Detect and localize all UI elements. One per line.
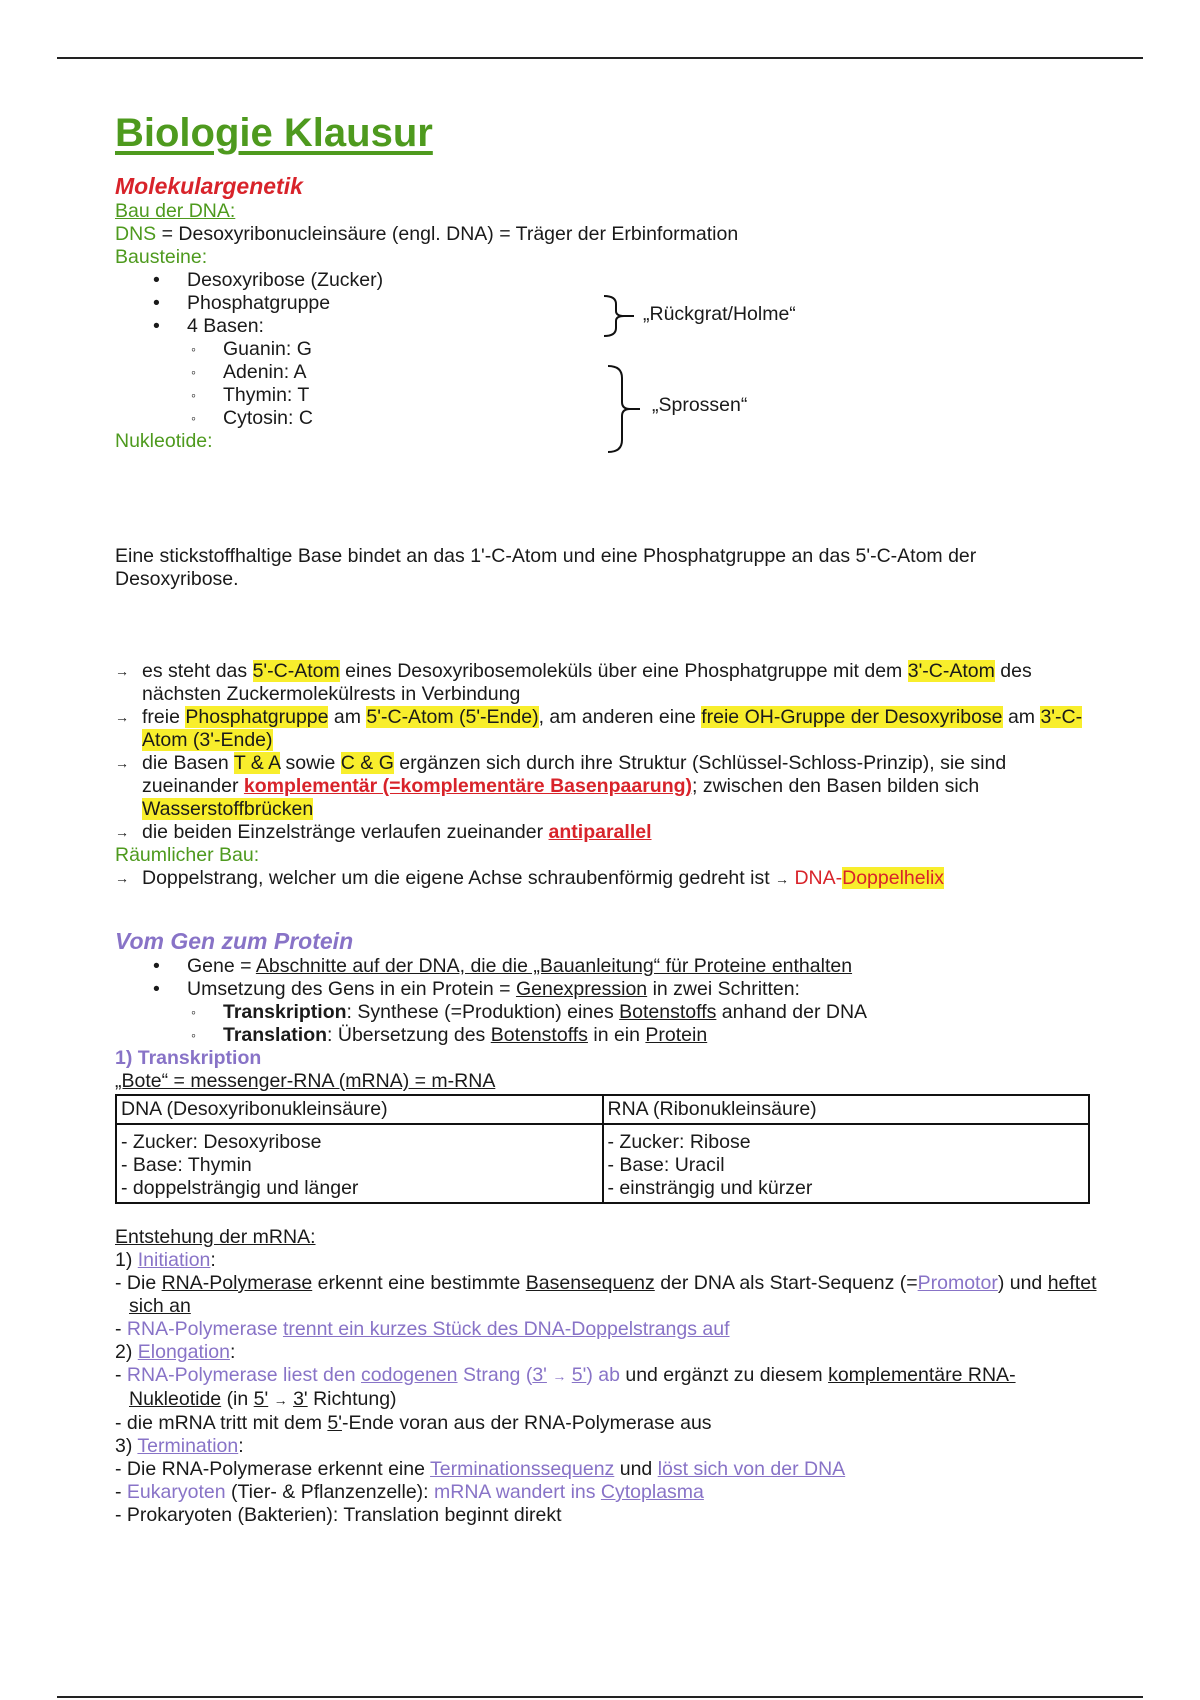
entstehung-label: Entstehung der mRNA: [115,1226,316,1248]
arrow-point-5: → Doppelstrang, welcher um die eigene Achse schraubenförmig gedreht ist → DNA-Doppelhelix [115,867,945,889]
nukleotide-label: Nukleotide: [115,430,213,452]
list-item: • 4 Basen: [115,315,1105,338]
initiation-point-2: - RNA-Polymerase trennt ein kurzes Stück des DNA-Doppelstrangs auf [115,1318,730,1340]
table-cell-rna: - Zucker: Ribose - Base: Uracil - einsträngig und kürzer [603,1124,1090,1203]
list-item: • Phosphatgruppe [115,292,1105,315]
arrow-icon: → [115,709,129,725]
arrow-point-3: → die Basen T & A sowie C & G ergänzen sich durch ihre Struktur (Schlüssel-Schloss-Prinzip), sie sind zueinander komplementär (=komplementäre Basenpaarung); zwischen den Basen bilden sich Wasserstoffbrücken [115,752,1007,820]
table-cell-dna: - Zucker: Desoxyribose - Base: Thymin - doppelsträngig und länger [116,1124,603,1203]
list-item: • Desoxyribose (Zucker) [115,269,1105,292]
arrow-point-2: → freie Phosphatgruppe am 5'-C-Atom (5'-Ende), am anderen eine freie OH-Gruppe der Desoxyribose am 3'-C-Atom (3'-Ende) [115,706,1083,751]
elongation-point-2: - die mRNA tritt mit dem 5'-Ende voran aus der RNA-Polymerase aus [115,1412,712,1434]
list-item: ◦ Adenin: A [115,361,1105,384]
brace-rungs-label: „Sprossen“ [652,394,748,416]
steps-list [115,1001,1105,1047]
termination-point-1: - Die RNA-Polymerase erkennt eine Terminationssequenz und löst sich von der DNA [115,1458,846,1480]
brace-backbone-label: „Rückgrat/Holme“ [643,303,796,325]
raeumlich-label: Räumlicher Bau: [115,844,260,866]
dns-abbr: DNS [115,223,157,245]
termination-point-2: - Eukaryoten (Tier- & Pflanzenzelle): mRNA wandert ins Cytoplasma [115,1481,704,1503]
list-item: ◦ Guanin: G [115,338,1105,361]
phase-termination: 3) Termination: [115,1435,244,1457]
document-page [115,108,1105,1527]
page-title: Biologie Klausur [115,111,433,155]
dns-definition [115,223,1105,246]
phase-initiation: 1) Initiation: [115,1249,216,1271]
table-header-row [116,1095,1089,1124]
table-header: RNA (Ribonukleinsäure) [603,1095,1090,1124]
table-row [116,1124,1089,1203]
arrow-icon: → [115,663,129,679]
arrow-icon: → [775,871,790,887]
list-item: ◦ Translation: Übersetzung des Botenstoffs in ein Protein [115,1024,1105,1047]
arrow-icon: → [115,755,129,771]
phase-elongation: 2) Elongation: [115,1341,236,1363]
top-rule [57,57,1143,59]
bausteine-label: Bausteine: [115,246,208,268]
arrow-point-4: → die beiden Einzelstränge verlaufen zueinander antiparallel [115,821,652,843]
arrow-icon: → [115,824,129,840]
dns-def-text: = Desoxyribonucleinsäure (engl. DNA) = Träger der Erbinformation [161,223,739,245]
basen-list [115,338,1105,430]
arrow-icon: → [115,870,129,886]
list-item: ◦ Cytosin: C [115,407,1105,430]
heading-gen-zum-protein: Vom Gen zum Protein [115,928,354,954]
heading-molekulargenetik: Molekulargenetik [115,173,303,199]
arrow-point-1: → es steht das 5'-C-Atom eines Desoxyribosemoleküls über eine Phosphatgruppe mit dem 3'-C-Atom des nächsten Zuckermolekülrests in Verbindung [115,660,1032,705]
bote-line: „Bote“ = messenger-RNA (mRNA) = m-RNA [115,1070,496,1092]
termination-point-3: - Prokaryoten (Bakterien): Translation beginnt direkt [115,1504,562,1526]
list-item: • Umsetzung des Gens in ein Protein = Genexpression in zwei Schritten: [115,978,1105,1001]
bausteine-list [115,269,1105,338]
table-header: DNA (Desoxyribonukleinsäure) [116,1095,603,1124]
nukleotid-text: Eine stickstoffhaltige Base bindet an das 1'-C-Atom und eine Phosphatgruppe an das 5'-C-Atom der Desoxyribose. [115,545,977,590]
initiation-point-1: - Die RNA-Polymerase erkennt eine bestimmte Basensequenz der DNA als Start-Sequenz (=Promotor) und heftet sich an [115,1272,1097,1317]
dna-rna-table [115,1094,1090,1204]
list-item: ◦ Thymin: T [115,384,1105,407]
list-item: • Gene = Abschnitte auf der DNA, die die „Bauanleitung“ für Proteine enthalten [115,955,1105,978]
transkription-heading: 1) Transkription [115,1047,262,1069]
elongation-point-1: - RNA-Polymerase liest den codogenen Strang (3' → 5') ab und ergänzt zu diesem komplementäre RNA-Nukleotide (in 5' → 3' Richtung) [115,1364,1016,1410]
bau-label: Bau der DNA: [115,200,236,222]
gene-list [115,955,1105,1001]
bottom-rule [57,1696,1143,1698]
list-item: ◦ Transkription: Synthese (=Produktion) eines Botenstoffs anhand der DNA [115,1001,1105,1024]
